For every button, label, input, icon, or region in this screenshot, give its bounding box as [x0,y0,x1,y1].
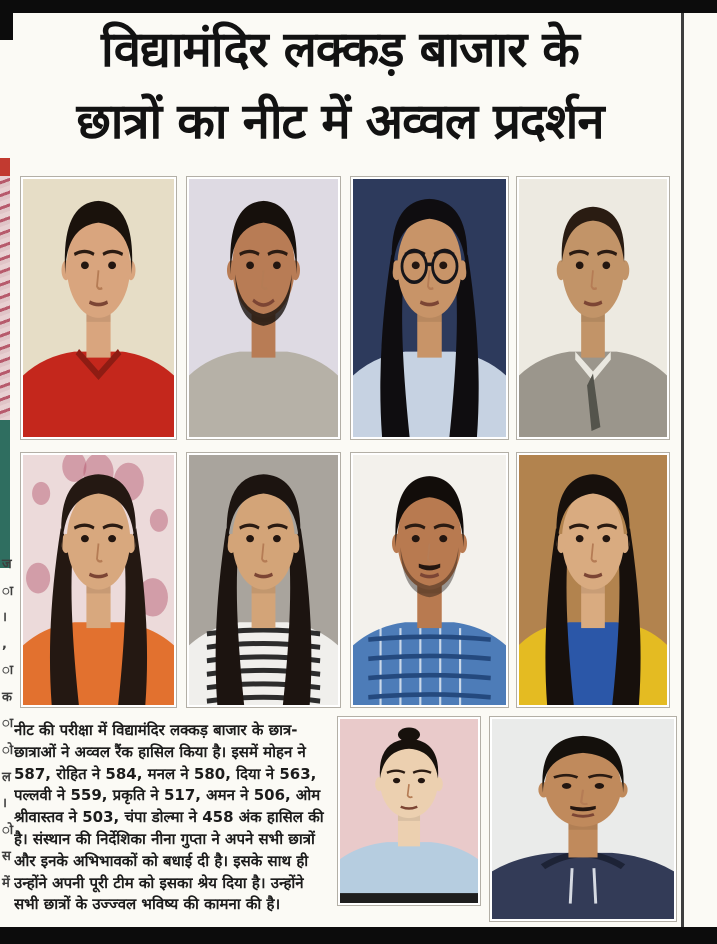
student-photo-5 [20,452,177,708]
top-black-bar [0,0,717,13]
student-photo-4 [516,176,670,440]
column-rule [681,13,684,927]
adjacent-photo-sliver-teal [0,420,10,568]
student-photo-9 [337,716,481,906]
headline [8,14,672,172]
portrait-illustration [340,719,478,903]
cutoff-character: ा [2,716,14,732]
cutoff-character: ा [2,663,14,679]
article-line: है। संस्थान की निर्देशिका नीना गुप्ता ने अपने सभी छात्रों [14,829,315,848]
adjacent-photo-sliver-floral [0,176,10,420]
cutoff-text-fragments [0,558,14,890]
student-photo-10 [489,716,677,922]
portrait-illustration [519,455,667,705]
portrait-illustration [189,179,338,437]
portrait-illustration [519,179,667,437]
student-photo-7 [350,452,509,708]
cutoff-character: स [2,849,11,865]
student-photo-1 [20,176,177,440]
headline-line-2: छात्रों का नीट में अव्वल प्रदर्शन [76,93,604,150]
student-photo-6 [186,452,341,708]
portrait-illustration [23,179,174,437]
cutoff-character: ज [2,557,12,572]
article-line: और इनके अभिभावकों को बधाई दी है। इसके साथ ही [14,851,309,870]
cutoff-character: क [2,689,12,705]
portrait-illustration [23,455,174,705]
article-line: नीट की परीक्षा में विद्यामंदिर लक्कड़ बाजार के छात्र- [14,721,298,739]
cutoff-character: ो [2,822,14,838]
article-line: छात्राओं ने अव्वल रैंक हासिल किया है। इसमें मोहन ने [14,742,306,761]
portrait-illustration [353,179,506,437]
adjacent-photo-sliver-red [0,158,10,176]
article-line: 587, रोहित ने 584, मनल ने 580, दिया ने 563, [14,764,317,783]
cutoff-character: ो [2,743,14,759]
cutoff-character: ल [2,769,11,785]
cutoff-character: , [2,636,7,652]
cutoff-character: । [2,796,7,812]
portrait-illustration [353,455,506,705]
cutoff-character: में [2,875,10,891]
article-line: श्रीवास्तव ने 503, चंपा डोल्मा ने 458 अंक हासिल की [14,808,324,827]
student-photo-3 [350,176,509,440]
article-line: सभी छात्रों के उज्ज्वल भविष्य की कामना की है। [14,895,281,914]
portrait-illustration [189,455,338,705]
article-text [14,720,336,920]
article-line: उन्होंने अपनी पूरी टीम को इसका श्रेय दिया है। उन्होंने [14,873,304,892]
cutoff-character: ा [2,583,14,599]
article-line: पल्लवी ने 559, प्रकृति ने 517, अमन ने 506, ओम [14,786,321,805]
cutoff-character: । [2,610,7,626]
portrait-illustration [492,719,674,919]
student-photo-8 [516,452,670,708]
headline-line-1: विद्यामंदिर लक्कड़ बाजार के [101,21,579,78]
bottom-black-bar [0,927,717,944]
student-photo-2 [186,176,341,440]
